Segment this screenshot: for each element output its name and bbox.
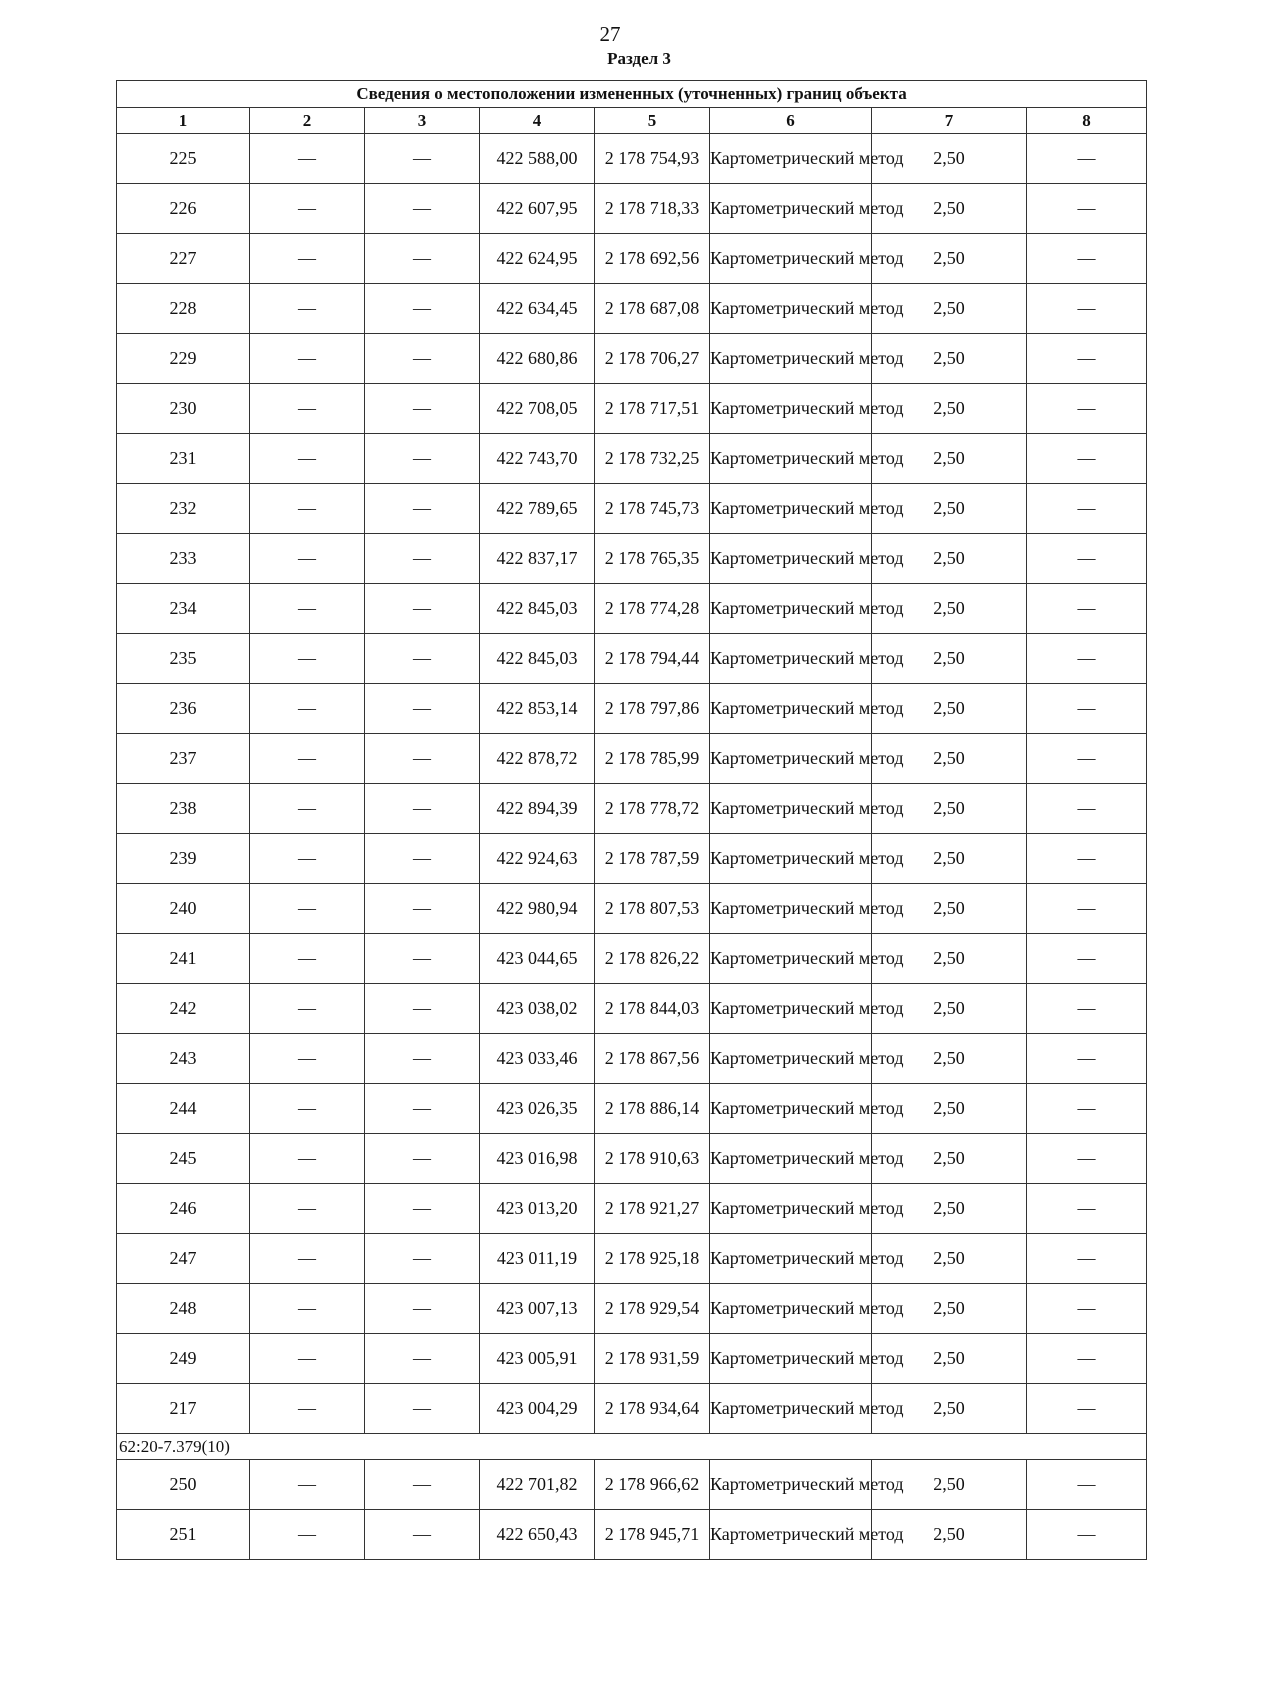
point-number-cell: 231 — [117, 434, 250, 484]
col3-cell: — — [365, 884, 480, 934]
col3-cell: — — [365, 284, 480, 334]
point-number-cell: 236 — [117, 684, 250, 734]
col2-cell: — — [250, 1084, 365, 1134]
method-cell: Картометрический метод — [710, 1134, 872, 1184]
col3-cell: — — [365, 1334, 480, 1384]
point-number-cell: 249 — [117, 1334, 250, 1384]
x-coordinate-cell: 423 011,19 — [480, 1234, 595, 1284]
col2-cell: — — [250, 784, 365, 834]
accuracy-cell: 2,50 — [872, 334, 1027, 384]
x-coordinate-cell: 423 044,65 — [480, 934, 595, 984]
column-number: 5 — [595, 108, 710, 134]
table-caption: Сведения о местоположении измененных (уточненных) границ объекта — [117, 81, 1147, 108]
point-number-cell: 246 — [117, 1184, 250, 1234]
y-coordinate-cell: 2 178 765,35 — [595, 534, 710, 584]
col2-cell: — — [250, 934, 365, 984]
x-coordinate-cell: 423 013,20 — [480, 1184, 595, 1234]
accuracy-cell: 2,50 — [872, 834, 1027, 884]
point-number-cell: 226 — [117, 184, 250, 234]
col8-cell: — — [1027, 684, 1147, 734]
col2-cell: — — [250, 684, 365, 734]
col3-cell: — — [365, 384, 480, 434]
table-row — [117, 234, 1147, 284]
col2-cell: — — [250, 834, 365, 884]
y-coordinate-cell: 2 178 921,27 — [595, 1184, 710, 1234]
point-number-cell: 238 — [117, 784, 250, 834]
point-number-cell: 248 — [117, 1284, 250, 1334]
column-number: 4 — [480, 108, 595, 134]
point-number-cell: 234 — [117, 584, 250, 634]
table-row — [117, 184, 1147, 234]
col3-cell: — — [365, 784, 480, 834]
col3-cell: — — [365, 1134, 480, 1184]
point-number-cell: 233 — [117, 534, 250, 584]
method-cell: Картометрический метод — [710, 634, 872, 684]
accuracy-cell: 2,50 — [872, 684, 1027, 734]
point-number-cell: 242 — [117, 984, 250, 1034]
column-number: 3 — [365, 108, 480, 134]
accuracy-cell: 2,50 — [872, 1384, 1027, 1434]
point-number-cell: 243 — [117, 1034, 250, 1084]
method-cell: Картометрический метод — [710, 1384, 872, 1434]
y-coordinate-cell: 2 178 745,73 — [595, 484, 710, 534]
y-coordinate-cell: 2 178 934,64 — [595, 1384, 710, 1434]
y-coordinate-cell: 2 178 867,56 — [595, 1034, 710, 1084]
col3-cell: — — [365, 634, 480, 684]
point-number-cell: 239 — [117, 834, 250, 884]
method-cell: Картометрический метод — [710, 1510, 872, 1560]
col8-cell: — — [1027, 884, 1147, 934]
col8-cell: — — [1027, 1284, 1147, 1334]
col8-cell: — — [1027, 534, 1147, 584]
col8-cell: — — [1027, 1134, 1147, 1184]
col2-cell: — — [250, 284, 365, 334]
method-cell: Картометрический метод — [710, 1084, 872, 1134]
point-number-cell: 245 — [117, 1134, 250, 1184]
accuracy-cell: 2,50 — [872, 434, 1027, 484]
method-cell: Картометрический метод — [710, 834, 872, 884]
y-coordinate-cell: 2 178 925,18 — [595, 1234, 710, 1284]
method-cell: Картометрический метод — [710, 984, 872, 1034]
col8-cell: — — [1027, 634, 1147, 684]
col2-cell: — — [250, 134, 365, 184]
x-coordinate-cell: 422 894,39 — [480, 784, 595, 834]
col8-cell: — — [1027, 134, 1147, 184]
y-coordinate-cell: 2 178 692,56 — [595, 234, 710, 284]
x-coordinate-cell: 422 680,86 — [480, 334, 595, 384]
y-coordinate-cell: 2 178 826,22 — [595, 934, 710, 984]
col2-cell: — — [250, 1184, 365, 1234]
table-row — [117, 734, 1147, 784]
accuracy-cell: 2,50 — [872, 634, 1027, 684]
table-body-part1 — [117, 134, 1147, 1434]
x-coordinate-cell: 422 924,63 — [480, 834, 595, 884]
x-coordinate-cell: 422 853,14 — [480, 684, 595, 734]
method-cell: Картометрический метод — [710, 1284, 872, 1334]
method-cell: Картометрический метод — [710, 1234, 872, 1284]
table-row — [117, 384, 1147, 434]
method-cell: Картометрический метод — [710, 234, 872, 284]
x-coordinate-cell: 423 026,35 — [480, 1084, 595, 1134]
point-number-cell: 247 — [117, 1234, 250, 1284]
x-coordinate-cell: 422 837,17 — [480, 534, 595, 584]
col2-cell: — — [250, 184, 365, 234]
y-coordinate-cell: 2 178 797,86 — [595, 684, 710, 734]
x-coordinate-cell: 422 650,43 — [480, 1510, 595, 1560]
y-coordinate-cell: 2 178 774,28 — [595, 584, 710, 634]
col8-cell: — — [1027, 234, 1147, 284]
col2-cell: — — [250, 1234, 365, 1284]
table-row — [117, 1034, 1147, 1084]
method-cell: Картометрический метод — [710, 284, 872, 334]
col8-cell: — — [1027, 1384, 1147, 1434]
y-coordinate-cell: 2 178 910,63 — [595, 1134, 710, 1184]
col3-cell: — — [365, 334, 480, 384]
y-coordinate-cell: 2 178 718,33 — [595, 184, 710, 234]
col8-cell: — — [1027, 934, 1147, 984]
method-cell: Картометрический метод — [710, 884, 872, 934]
table-row — [117, 534, 1147, 584]
col3-cell: — — [365, 234, 480, 284]
point-number-cell: 225 — [117, 134, 250, 184]
method-cell: Картометрический метод — [710, 934, 872, 984]
method-cell: Картометрический метод — [710, 1460, 872, 1510]
table-row — [117, 934, 1147, 984]
point-number-cell: 229 — [117, 334, 250, 384]
col3-cell: — — [365, 984, 480, 1034]
table-row — [117, 1510, 1147, 1560]
col8-cell: — — [1027, 584, 1147, 634]
point-number-cell: 241 — [117, 934, 250, 984]
table-row — [117, 1184, 1147, 1234]
col8-cell: — — [1027, 1510, 1147, 1560]
col3-cell: — — [365, 1184, 480, 1234]
x-coordinate-cell: 422 588,00 — [480, 134, 595, 184]
x-coordinate-cell: 422 743,70 — [480, 434, 595, 484]
table-row — [117, 834, 1147, 884]
y-coordinate-cell: 2 178 778,72 — [595, 784, 710, 834]
x-coordinate-cell: 422 845,03 — [480, 584, 595, 634]
col8-cell: — — [1027, 334, 1147, 384]
col2-cell: — — [250, 1334, 365, 1384]
col2-cell: — — [250, 634, 365, 684]
col2-cell: — — [250, 1384, 365, 1434]
col8-cell: — — [1027, 284, 1147, 334]
col8-cell: — — [1027, 384, 1147, 434]
col3-cell: — — [365, 1460, 480, 1510]
col2-cell: — — [250, 1460, 365, 1510]
col3-cell: — — [365, 1234, 480, 1284]
method-cell: Картометрический метод — [710, 584, 872, 634]
accuracy-cell: 2,50 — [872, 734, 1027, 784]
x-coordinate-cell: 422 624,95 — [480, 234, 595, 284]
point-number-cell: 240 — [117, 884, 250, 934]
y-coordinate-cell: 2 178 807,53 — [595, 884, 710, 934]
table-row — [117, 684, 1147, 734]
boundary-points-table — [116, 80, 1147, 1560]
point-number-cell: 228 — [117, 284, 250, 334]
accuracy-cell: 2,50 — [872, 1184, 1027, 1234]
accuracy-cell: 2,50 — [872, 1460, 1027, 1510]
x-coordinate-cell: 423 033,46 — [480, 1034, 595, 1084]
x-coordinate-cell: 422 701,82 — [480, 1460, 595, 1510]
accuracy-cell: 2,50 — [872, 1284, 1027, 1334]
col2-cell: — — [250, 1284, 365, 1334]
table-row — [117, 334, 1147, 384]
point-number-cell: 235 — [117, 634, 250, 684]
col3-cell: — — [365, 184, 480, 234]
group-section — [117, 1434, 1147, 1460]
method-cell: Картометрический метод — [710, 1034, 872, 1084]
y-coordinate-cell: 2 178 794,44 — [595, 634, 710, 684]
x-coordinate-cell: 423 005,91 — [480, 1334, 595, 1384]
col2-cell: — — [250, 384, 365, 434]
y-coordinate-cell: 2 178 844,03 — [595, 984, 710, 1034]
table-row — [117, 484, 1147, 534]
table-body-part2 — [117, 1460, 1147, 1560]
col3-cell: — — [365, 1384, 480, 1434]
x-coordinate-cell: 423 004,29 — [480, 1384, 595, 1434]
col2-cell: — — [250, 584, 365, 634]
x-coordinate-cell: 422 634,45 — [480, 284, 595, 334]
method-cell: Картометрический метод — [710, 1334, 872, 1384]
col3-cell: — — [365, 934, 480, 984]
accuracy-cell: 2,50 — [872, 234, 1027, 284]
y-coordinate-cell: 2 178 687,08 — [595, 284, 710, 334]
y-coordinate-cell: 2 178 754,93 — [595, 134, 710, 184]
y-coordinate-cell: 2 178 732,25 — [595, 434, 710, 484]
x-coordinate-cell: 423 038,02 — [480, 984, 595, 1034]
col3-cell: — — [365, 1034, 480, 1084]
method-cell: Картометрический метод — [710, 684, 872, 734]
col8-cell: — — [1027, 1034, 1147, 1084]
accuracy-cell: 2,50 — [872, 284, 1027, 334]
x-coordinate-cell: 422 980,94 — [480, 884, 595, 934]
accuracy-cell: 2,50 — [872, 484, 1027, 534]
table-row — [117, 1234, 1147, 1284]
y-coordinate-cell: 2 178 931,59 — [595, 1334, 710, 1384]
col8-cell: — — [1027, 184, 1147, 234]
table-row — [117, 784, 1147, 834]
column-number: 1 — [117, 108, 250, 134]
column-number-row — [117, 108, 1147, 134]
y-coordinate-cell: 2 178 966,62 — [595, 1460, 710, 1510]
accuracy-cell: 2,50 — [872, 1084, 1027, 1134]
y-coordinate-cell: 2 178 717,51 — [595, 384, 710, 434]
y-coordinate-cell: 2 178 787,59 — [595, 834, 710, 884]
method-cell: Картометрический метод — [710, 784, 872, 834]
column-number: 6 — [710, 108, 872, 134]
table-row — [117, 634, 1147, 684]
accuracy-cell: 2,50 — [872, 1134, 1027, 1184]
col2-cell: — — [250, 884, 365, 934]
y-coordinate-cell: 2 178 886,14 — [595, 1084, 710, 1134]
col8-cell: — — [1027, 784, 1147, 834]
accuracy-cell: 2,50 — [872, 984, 1027, 1034]
method-cell: Картометрический метод — [710, 134, 872, 184]
col8-cell: — — [1027, 484, 1147, 534]
col8-cell: — — [1027, 1460, 1147, 1510]
table-row — [117, 284, 1147, 334]
accuracy-cell: 2,50 — [872, 1034, 1027, 1084]
method-cell: Картометрический метод — [710, 534, 872, 584]
table-row — [117, 984, 1147, 1034]
accuracy-cell: 2,50 — [872, 784, 1027, 834]
column-number: 2 — [250, 108, 365, 134]
point-number-cell: 244 — [117, 1084, 250, 1134]
x-coordinate-cell: 422 607,95 — [480, 184, 595, 234]
accuracy-cell: 2,50 — [872, 134, 1027, 184]
point-number-cell: 251 — [117, 1510, 250, 1560]
col2-cell: — — [250, 234, 365, 284]
col3-cell: — — [365, 584, 480, 634]
page-number: 27 — [599, 22, 621, 46]
col3-cell: — — [365, 1510, 480, 1560]
col8-cell: — — [1027, 1084, 1147, 1134]
col3-cell: — — [365, 684, 480, 734]
method-cell: Картометрический метод — [710, 184, 872, 234]
table-row — [117, 584, 1147, 634]
accuracy-cell: 2,50 — [872, 184, 1027, 234]
accuracy-cell: 2,50 — [872, 584, 1027, 634]
col2-cell: — — [250, 734, 365, 784]
method-cell: Картометрический метод — [710, 734, 872, 784]
accuracy-cell: 2,50 — [872, 884, 1027, 934]
col2-cell: — — [250, 1034, 365, 1084]
col2-cell: — — [250, 484, 365, 534]
col8-cell: — — [1027, 734, 1147, 784]
col8-cell: — — [1027, 1334, 1147, 1384]
accuracy-cell: 2,50 — [872, 534, 1027, 584]
col3-cell: — — [365, 1284, 480, 1334]
accuracy-cell: 2,50 — [872, 1510, 1027, 1560]
col2-cell: — — [250, 984, 365, 1034]
section-title: Раздел 3 — [607, 49, 671, 68]
method-cell: Картометрический метод — [710, 384, 872, 434]
point-number-cell: 230 — [117, 384, 250, 434]
x-coordinate-cell: 422 878,72 — [480, 734, 595, 784]
table-row — [117, 134, 1147, 184]
col2-cell: — — [250, 434, 365, 484]
col8-cell: — — [1027, 834, 1147, 884]
method-cell: Картометрический метод — [710, 334, 872, 384]
table-row — [117, 1284, 1147, 1334]
col3-cell: — — [365, 134, 480, 184]
col8-cell: — — [1027, 1184, 1147, 1234]
col3-cell: — — [365, 534, 480, 584]
group-label: 62:20-7.379(10) — [117, 1434, 1147, 1460]
x-coordinate-cell: 422 708,05 — [480, 384, 595, 434]
col3-cell: — — [365, 734, 480, 784]
column-number: 8 — [1027, 108, 1147, 134]
table-row — [117, 1460, 1147, 1510]
y-coordinate-cell: 2 178 929,54 — [595, 1284, 710, 1334]
accuracy-cell: 2,50 — [872, 1334, 1027, 1384]
col3-cell: — — [365, 1084, 480, 1134]
col8-cell: — — [1027, 1234, 1147, 1284]
x-coordinate-cell: 422 789,65 — [480, 484, 595, 534]
col8-cell: — — [1027, 984, 1147, 1034]
method-cell: Картометрический метод — [710, 484, 872, 534]
y-coordinate-cell: 2 178 945,71 — [595, 1510, 710, 1560]
group-row — [117, 1434, 1147, 1460]
table-row — [117, 434, 1147, 484]
point-number-cell: 232 — [117, 484, 250, 534]
point-number-cell: 227 — [117, 234, 250, 284]
col2-cell: — — [250, 1510, 365, 1560]
y-coordinate-cell: 2 178 706,27 — [595, 334, 710, 384]
point-number-cell: 237 — [117, 734, 250, 784]
column-number: 7 — [872, 108, 1027, 134]
col3-cell: — — [365, 434, 480, 484]
table-row — [117, 1134, 1147, 1184]
col3-cell: — — [365, 484, 480, 534]
point-number-cell: 250 — [117, 1460, 250, 1510]
col2-cell: — — [250, 334, 365, 384]
table-row — [117, 1384, 1147, 1434]
accuracy-cell: 2,50 — [872, 384, 1027, 434]
x-coordinate-cell: 422 845,03 — [480, 634, 595, 684]
x-coordinate-cell: 423 016,98 — [480, 1134, 595, 1184]
x-coordinate-cell: 423 007,13 — [480, 1284, 595, 1334]
method-cell: Картометрический метод — [710, 434, 872, 484]
table-row — [117, 1084, 1147, 1134]
col2-cell: — — [250, 1134, 365, 1184]
method-cell: Картометрический метод — [710, 1184, 872, 1234]
table-row — [117, 1334, 1147, 1384]
col8-cell: — — [1027, 434, 1147, 484]
col3-cell: — — [365, 834, 480, 884]
col2-cell: — — [250, 534, 365, 584]
table-row — [117, 884, 1147, 934]
point-number-cell: 217 — [117, 1384, 250, 1434]
y-coordinate-cell: 2 178 785,99 — [595, 734, 710, 784]
accuracy-cell: 2,50 — [872, 934, 1027, 984]
accuracy-cell: 2,50 — [872, 1234, 1027, 1284]
table-caption-row — [117, 81, 1147, 108]
